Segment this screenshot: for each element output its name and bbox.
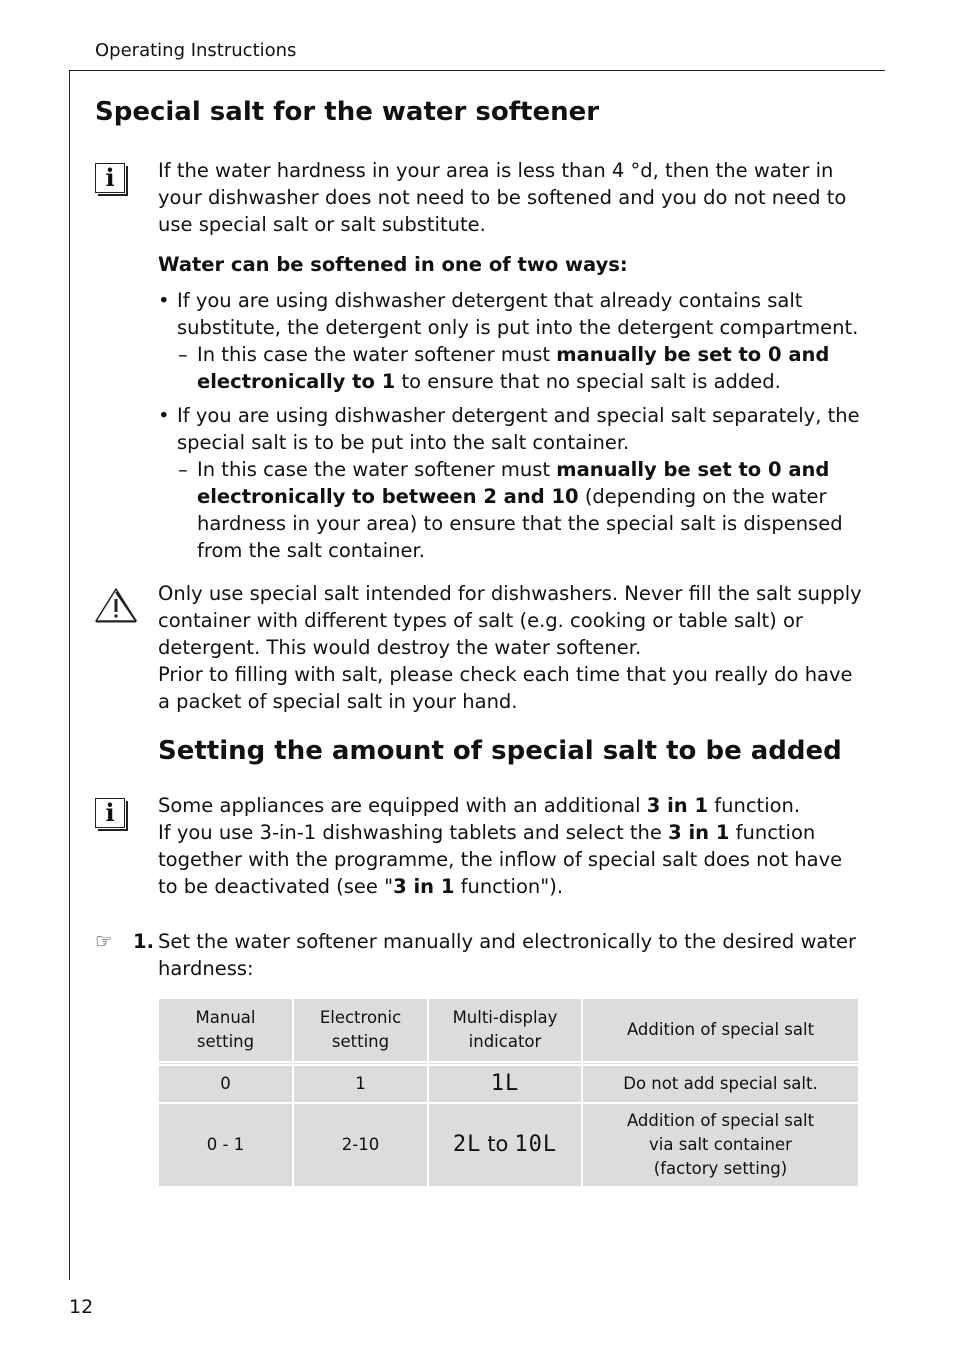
sub-item-manual-0-elec-2-10: – In this case the water softener must manually be set to 0 and electronically to between 2 and 10 (depending on the water hardness in your area) to ensure that the special salt is dispensed from the salt container. <box>178 458 843 562</box>
cell-addition: Do not add special salt. <box>583 1066 858 1102</box>
display-to-word: to <box>487 1132 509 1156</box>
warning-note: Only use special salt intended for dishwashers. Never fill the salt supply container with different types of salt (e.g. cooking or table salt) or detergent. This would destroy the water softener. Prior to filling with salt, please check each time that you really do have a packet of special salt in your hand. <box>158 582 862 713</box>
step-number: 1. <box>133 930 154 953</box>
ways-heading: Water can be softened in one of two ways: <box>158 253 628 276</box>
display-value: 1L <box>490 1070 520 1096</box>
running-header: Operating Instructions <box>95 40 297 61</box>
warning-triangle-icon <box>94 587 138 623</box>
pointing-hand-icon: ☞ <box>95 929 113 953</box>
page-number: 12 <box>69 1296 94 1318</box>
bullet-salt-substitute: • If you are using dishwasher detergent that already contains salt substitute, the detergent only is put into the detergent compartment. <box>158 289 859 339</box>
margin-rule <box>69 70 70 1280</box>
cell-display <box>429 1104 581 1186</box>
header-rule <box>69 70 885 71</box>
sub-item-manual-0-elec-1: – In this case the water softener must manually be set to 0 and electronically to 1 to ensure that no special salt is added. <box>178 343 830 393</box>
display-value-to: 10L <box>514 1132 558 1157</box>
info-note-3-in-1: Some appliances are equipped with an additional 3 in 1 function. If you use 3-in-1 dishwashing tablets and select the 3 in 1 function together with the programme, the inflow of special salt does not have to be deactivated (see "3 in 1 function"). <box>158 794 843 898</box>
table-header-row <box>159 999 858 1061</box>
col-header-manual: Manual setting <box>159 999 292 1061</box>
cell-manual: 0 - 1 <box>159 1104 292 1186</box>
salt-settings-table <box>157 997 860 1188</box>
table-row <box>159 1104 858 1186</box>
table-row <box>159 1066 858 1102</box>
section-title-special-salt: Special salt for the water softener <box>95 97 600 127</box>
step-text: Set the water softener manually and electronically to the desired water hardness: <box>158 930 857 980</box>
col-header-display: Multi-display indicator <box>429 999 581 1061</box>
info-icon: i <box>95 163 125 193</box>
info-icon: i <box>95 798 125 828</box>
cell-manual: 0 <box>159 1066 292 1102</box>
section-title-setting-amount: Setting the amount of special salt to be added <box>158 736 842 766</box>
bullet-separate-salt: • If you are using dishwasher detergent and special salt separately, the special salt is to be put into the salt container. <box>158 404 860 454</box>
display-value-from: 2L <box>452 1132 482 1157</box>
cell-display <box>429 1066 581 1102</box>
cell-electronic: 1 <box>294 1066 427 1102</box>
col-header-electronic: Electronic setting <box>294 999 427 1061</box>
col-header-addition: Addition of special salt <box>583 999 858 1061</box>
cell-addition: Addition of special salt via salt container (factory setting) <box>583 1104 858 1186</box>
bullet-dot: • <box>158 404 170 427</box>
info-note-water-hardness: If the water hardness in your area is less than 4 °d, then the water in your dishwasher does not need to be softened and you do not need to use special salt or salt substitute. <box>158 159 847 236</box>
bullet-dot: • <box>158 289 170 312</box>
cell-electronic: 2-10 <box>294 1104 427 1186</box>
